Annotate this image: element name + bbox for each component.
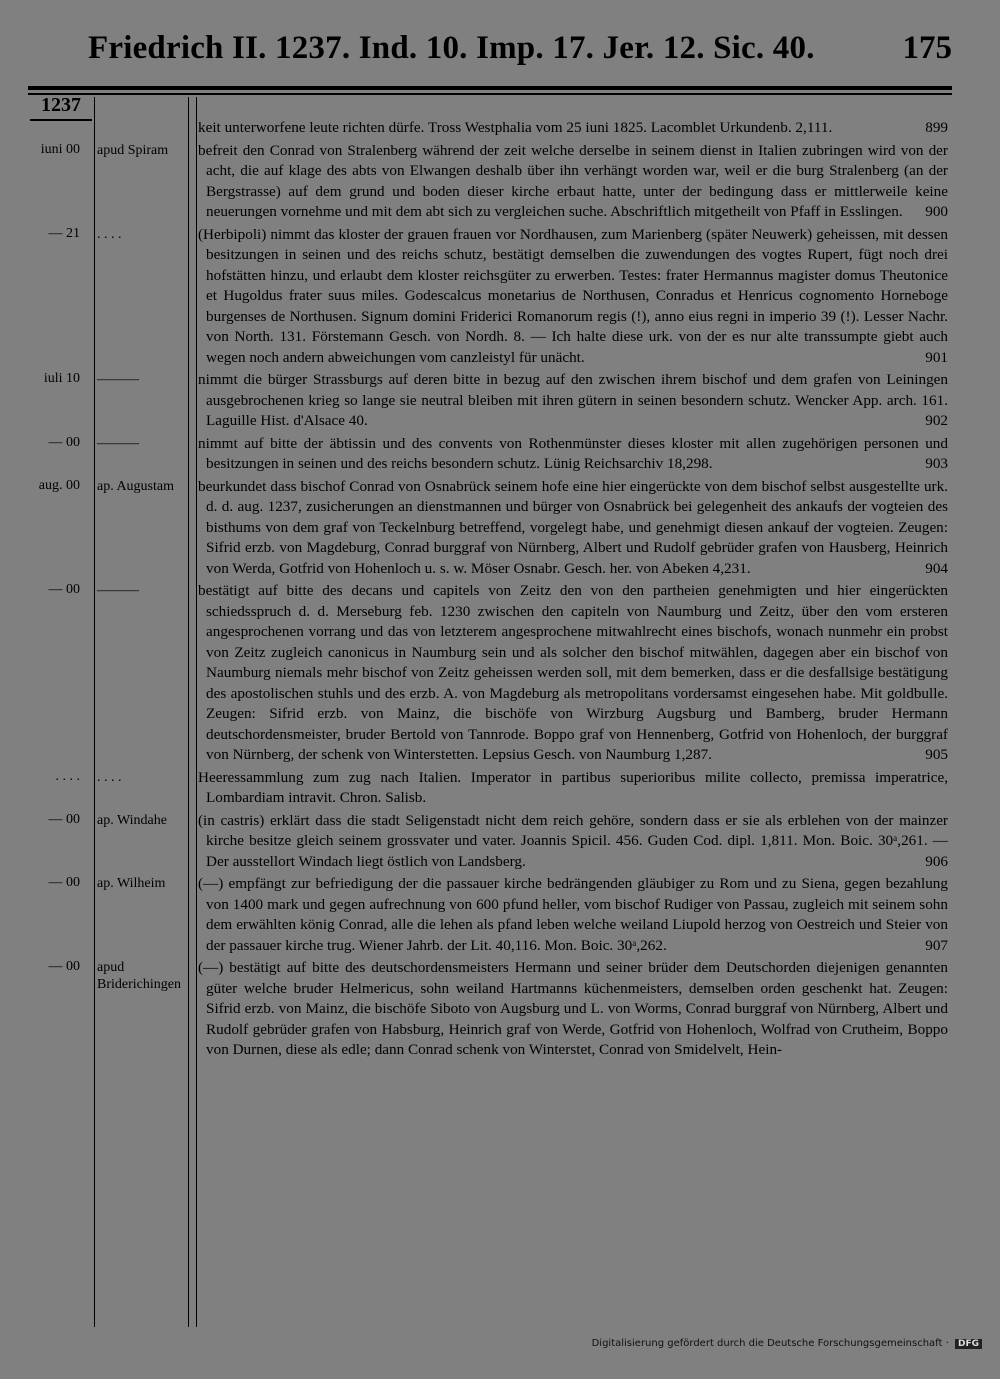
entry-text xyxy=(198,958,948,1061)
entry-number: 901 xyxy=(925,348,948,366)
entry-body: (in castris) erklärt dass die stadt Seligenstadt nicht dem reich gehöre, sondern dass er sie als erblehen von der mainzer kirche besitze gleich seinem grossvater und vater. Joannis Spicil. 456. Guden Cod. dipl. 1,811. Mon. Boic. 30ᵃ,261. — Der ausstellort Windach liegt östlich von Landsberg. xyxy=(198,811,948,870)
entry-date: — 00 xyxy=(48,434,80,450)
entry-text xyxy=(198,370,948,432)
year-label: 1237 xyxy=(41,94,81,116)
entry-body: (—) empfängt zur befriedigung der die passauer kirche bedrängenden gläubiger zu Rom und zu Siena, gegen bezahlung von 1400 mark und gegen aufrechnung von 600 pfund heller, vom bischof Rudiger von Passau, zugleich mit seinem sohn dem erwählten könig Conrad, alle die lehen als pfand leben welche weiland Liupold herzog von Oestreich und Steier von der passauer kirche trug. Wiener Jahrb. der Lit. 40,116. Mon. Boic. 30ᵃ,262. xyxy=(198,875,948,954)
entry-text xyxy=(198,581,948,766)
regest-entry xyxy=(0,768,1000,809)
entry-date: — 00 xyxy=(48,875,80,890)
entry-date: iuli 10 xyxy=(43,371,80,386)
entry-body: (—) bestätigt auf bitte des deutschordensmeisters Hermann und seiner brüder dem Deutschorden diejenigen genannten güter welche bruder Helmericus, sohn weiland Hartmanns küchenmeisters, demselben orden geschenkt hat. Zeugen: Sifrid erzb. von Mainz, die bischöfe Siboto von Augsburg und L. von Worms, Conrad burggraf von Nürnberg, Albert und Rudolf gebrüder grafen von Habsburg, Heinrich graf von Werde, Gotfrid von Hohenloch, Wolfrad von Crutheim, Boppo von Durnen, diese als edle; dann Conrad schenk von Winterstet, Conrad von Smidelvelt, Hein- xyxy=(198,959,948,1058)
header-rule-thick xyxy=(28,86,952,90)
entry-date: — 00 xyxy=(48,582,80,597)
entry-place: ap. Wilheim xyxy=(97,876,166,891)
entry-date: — 00 xyxy=(48,811,80,827)
entry-body: beurkundet dass bischof Conrad von Osnabrück seinem hofe eine hier eingerückte von dem bischof selbst ausgestellte urk. d. d. aug. 1237, zusicherungen an dienstmannen und bürger von Osnabrück bei gelegenheit des ankaufs der vogteien des bisthums von dem graf von Teckelnburg betreffend, vorgelegt habe, und genehmigt diesen ankauf der vogteien. Zeugen: Sifrid erzb. von Magdeburg, Conrad burggraf von Nürnberg, Albert und Rudolf gebrüder grafen von Hausberg, Heinrich von Werda, Gotfrid von Hohenloch u. s. w. Möser Osnabr. Gesch. her. von Abeken 4,231. xyxy=(198,477,948,577)
page-number: 175 xyxy=(902,30,952,66)
entry-body: keit unterworfene leute richten dürfe. Tross Westphalia vom 25 iuni 1825. Lacomblet Urkundenb. 2,111. xyxy=(198,119,833,136)
regest-entry xyxy=(0,225,1000,369)
entry-place: ——— xyxy=(97,583,139,598)
entry-body: nimmt die bürger Strassburgs auf deren bitte in bezug auf den zwischen ihrem bischof und dem grafen von Leiningen ausgebrochenen krieg so lange sie neutral bleiben mit ihren gütern in seinen besondern schutz. Wencker App. arch. 161. Laguille Hist. d'Alsace 40. xyxy=(198,371,948,429)
entry-place: . . . . xyxy=(97,226,122,242)
regest-entry xyxy=(0,811,1000,873)
regest-entry xyxy=(0,874,1000,956)
entry-number: 904 xyxy=(925,559,948,577)
regest-entry xyxy=(0,434,1000,475)
entry-body: Heeressammlung zum zug nach Italien. Imperator in partibus superioribus milite collecto, premissa imperatrice, Lombardiam intravit. Chron. Salisb. xyxy=(198,768,948,806)
entry-body: (Herbipoli) nimmt das kloster der grauen frauen vor Nordhausen, zum Marienberg (später Neuwerk) geheissen, mit dessen besitzungen in seinen und des reichs schutz, bestätigt demselben die zuwendungen des vogtes Rupert, fügt noch drei hofstätten hinzu, und erlaubt dem kloster reichsgüter zu erwerben. Testes: frater Hermannus magister domus Theutonice et Hugoldus frater suus miles. Godescalcus monetarius de Northusen, Conradus et Henricus cognomento Horneboge burgenses de Northusen. Signum domini Friderici Romanorum regis (!), anno eius regni in imperio 39 (!). Lesser Nachr. von North. 131. Förstemann Gesch. von Nordh. 8. — Ich halte diese urk. von der es nur alte transsumpte giebt auch wegen noch andern abweichungen vom canzleistyl für unächt. xyxy=(198,225,948,366)
entry-number: 906 xyxy=(925,852,948,870)
entry-number: 899 xyxy=(925,119,948,136)
entry-body: bestätigt auf bitte des decans und capitels von Zeitz den von den partheien genehmigten und hier eingerückten schiedsspruch d. d. Merseburg feb. 1230 zwischen den capiteln von Naumburg und Zeitz, über den vom ersteren angesprochenen vorrang und das von letzterem angesprochene mitwahlrecht eines bischofs, wonach nunmehr ein probst von Zeitz zugleich canonicus in Naumburg sein und als solcher den bischof mitwählen, dagegen aber ein bischof von Naumburg niemals mehr bischof von Zeitz geheissen werden soll, mit dem bemerken, dass er die desfallsige bestätigung des apostolischen stuhls und des erzb. A. von Magdeburg als metropolitans vordersamst eingesehen habe. Mit goldbulle. Zeugen: Sifrid erzb. von Mainz, die bischöfe von Wirzburg Augsburg und Bamberg, bruder Hermann deutschordensmeister, bruder Bertold von Tannrode. Boppo graf von Hennenberg, Gotfrid von Hohenloch, der burggraf von Nürnberg, der schenk von Winterstetten. Lepsius Gesch. von Naumburg 1,287. xyxy=(198,582,948,763)
regesta-entries xyxy=(0,118,1000,1063)
entry-text xyxy=(198,811,948,873)
entry-number: 903 xyxy=(925,455,948,472)
entry-number: 902 xyxy=(925,412,948,429)
header-rule-thin xyxy=(28,93,952,95)
entry-date: — 21 xyxy=(48,225,80,241)
entry-place: ap. Windahe xyxy=(97,812,167,828)
entry-body: nimmt auf bitte der äbtissin und des convents von Rothenmünster dieses kloster mit allen zugehörigen personen und besitzungen in seinen und des reichs besondern schutz. Lünig Reichsarchiv 18,298. xyxy=(198,434,948,472)
running-head-title: Friedrich II. 1237. Ind. 10. Imp. 17. Jer. 12. Sic. 40. xyxy=(88,30,815,66)
entry-number: 900 xyxy=(925,203,948,220)
entry-place: ——— xyxy=(97,372,139,387)
entry-number: 907 xyxy=(925,936,948,954)
entry-text xyxy=(198,768,948,809)
regest-entry xyxy=(0,118,1000,139)
regest-entry xyxy=(0,477,1000,580)
entry-place: ——— xyxy=(97,435,139,451)
entry-date: iuni 00 xyxy=(40,141,80,157)
entry-place: ap. Augustam xyxy=(97,478,174,494)
entry-number: 905 xyxy=(925,746,948,763)
entry-date: . . . . xyxy=(55,768,80,784)
regest-entry xyxy=(0,958,1000,1061)
entry-place: apud Spiram xyxy=(97,142,169,158)
entry-body: befreit den Conrad von Stralenberg während der zeit welche derselbe in seinem dienst in Italien zubringen wird von der acht, die auf klage des abts von Elwangen deshalb über ihn verhängt worden war, weil er die burg Stralenberg (an der Bergstrasse) auf dem grund und boden dieser kirche erbaut hatte, unter der bedingung dass er mittlerweile keine neuerungen vornehme und mit dem abt sich zu vergleichen suche. Abschriftlich mitgetheilt von Pfaff in Esslingen. xyxy=(198,141,948,220)
dfg-logo: DFG xyxy=(955,1339,982,1349)
entry-date: aug. 00 xyxy=(38,477,80,493)
regest-entry xyxy=(0,581,1000,766)
entry-text xyxy=(198,141,948,223)
entry-place: . . . . xyxy=(97,769,122,785)
entry-text xyxy=(198,874,948,956)
funding-text: Digitalisierung gefördert durch die Deutsche Forschungsgemeinschaft xyxy=(591,1338,943,1349)
entry-date: — 00 xyxy=(48,959,80,974)
funding-note: Digitalisierung gefördert durch die Deutsche Forschungsgemeinschaft · DFG xyxy=(592,1338,982,1349)
entry-text xyxy=(198,118,948,139)
entry-text xyxy=(198,225,948,369)
entry-text xyxy=(198,477,948,580)
regest-entry xyxy=(0,370,1000,432)
entry-text xyxy=(198,434,948,475)
entry-place: apud Briderichingen xyxy=(97,960,181,992)
regest-entry xyxy=(0,141,1000,223)
